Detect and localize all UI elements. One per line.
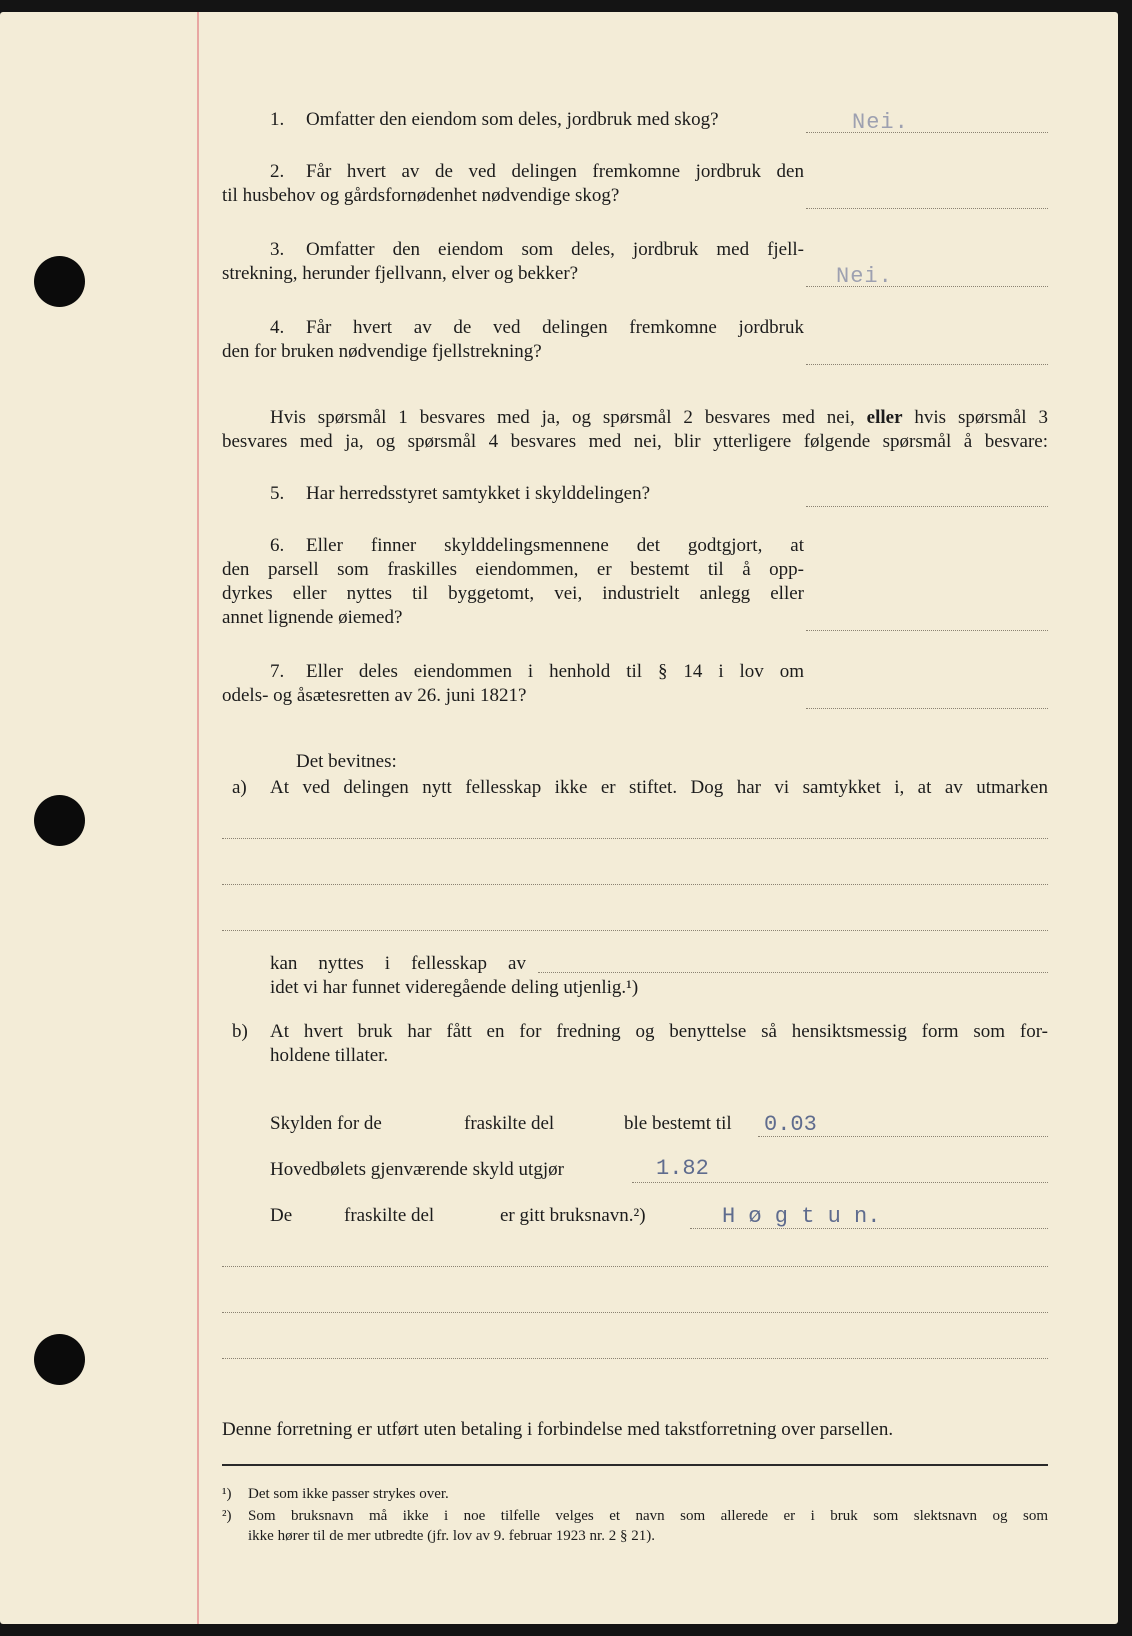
q1-number: 1. — [270, 109, 285, 130]
skyld-row1-value: 0.03 — [764, 1112, 817, 1137]
condition-line2: besvares med ja, og spørsmål 4 besvares med nei, blir ytterligere følgende spørsmål å besvare: — [222, 431, 1048, 452]
blank-line — [222, 1266, 1048, 1267]
q3-line1: Omfatter den eiendom som deles, jordbruk med fjell- — [306, 239, 804, 260]
q3-line2: strekning, herunder fjellvann, elver og bekker? — [222, 263, 579, 284]
footnote-2-line1: Som bruksnavn må ikke i noe tilfelle velges et navn som allerede er i bruk som slektsnavn og som — [248, 1508, 1048, 1524]
skyld-row1-b: fraskilte del — [464, 1113, 555, 1134]
punch-hole — [34, 256, 85, 307]
q1-answer-line — [806, 132, 1048, 133]
margin-line — [197, 12, 199, 1624]
q7-answer-line — [806, 708, 1048, 709]
skyld-row2-value: 1.82 — [656, 1156, 709, 1181]
closing-statement: Denne forretning er utført uten betaling i forbindelse med takstforretning over parsellen. — [222, 1419, 894, 1440]
condition-bold: eller — [866, 407, 903, 428]
attest-b-line1: At hvert bruk har fått en for fredning og benyttelse så hensiktsmessig form som for- — [270, 1021, 1048, 1042]
skyld-row2-a: Hovedbølets gjenværende skyld utgjør — [270, 1159, 564, 1180]
attest-heading: Det bevitnes: — [296, 751, 397, 772]
footnote-1: Det som ikke passer strykes over. — [248, 1486, 449, 1502]
q6-line4: annet lignende øiemed? — [222, 607, 403, 628]
blank-line — [222, 838, 1048, 839]
q6-line2: den parsell som fraskilles eiendommen, er bestemt til å opp- — [222, 559, 804, 580]
footnote-1-mark: ¹) — [222, 1486, 232, 1502]
fellesskap-line — [538, 972, 1048, 973]
q2-answer-line — [806, 208, 1048, 209]
footnote-2-line2: ikke hører til de mer utbredte (jfr. lov av 9. februar 1923 nr. 2 § 21). — [248, 1528, 655, 1544]
skyld-row1-a: Skylden for de — [270, 1113, 382, 1134]
attest-a-line2: kan nyttes i fellesskap av — [270, 953, 526, 974]
skyld-row3-b: fraskilte del — [344, 1205, 435, 1226]
blank-line — [222, 884, 1048, 885]
q6-answer-line — [806, 630, 1048, 631]
q1-answer: Nei. — [852, 110, 909, 135]
condition-text-b: hvis spørsmål 3 — [914, 407, 1048, 428]
q3-number: 3. — [270, 239, 285, 260]
footnote-rule — [222, 1464, 1048, 1466]
q2-line1: Får hvert av de ved delingen fremkomne jordbruk den — [306, 161, 804, 182]
q5-answer-line — [806, 506, 1048, 507]
skyld-row2-line — [632, 1182, 1048, 1183]
attest-b-label: b) — [232, 1021, 248, 1042]
punch-hole — [34, 795, 85, 846]
skyld-row3-value: H ø g t u n. — [722, 1204, 881, 1229]
q6-number: 6. — [270, 535, 285, 556]
attest-b-line2: holdene tillater. — [270, 1045, 389, 1066]
document-page — [0, 12, 1118, 1624]
punch-hole — [34, 1334, 85, 1385]
footnote-2-mark: ²) — [222, 1508, 232, 1524]
blank-line — [222, 930, 1048, 931]
q7-line2: odels- og åsætesretten av 26. juni 1821? — [222, 685, 527, 706]
q7-number: 7. — [270, 661, 285, 682]
q3-answer: Nei. — [836, 264, 893, 289]
condition-line1 — [270, 406, 1048, 430]
q4-line2: den for bruken nødvendige fjellstrekning? — [222, 341, 542, 362]
attest-a-label: a) — [232, 777, 247, 798]
q6-line1: Eller finner skylddelingsmennene det godtgjort, at — [306, 535, 804, 556]
q1-text: Omfatter den eiendom som deles, jordbruk med skog? — [306, 109, 719, 130]
skyld-row3-a: De — [270, 1205, 293, 1226]
q6-line3: dyrkes eller nyttes til byggetomt, vei, industrielt anlegg eller — [222, 583, 804, 604]
attest-a-line3: idet vi har funnet videregående deling utjenlig.¹) — [270, 977, 639, 998]
skyld-row1-c: ble bestemt til — [624, 1113, 732, 1134]
q7-line1: Eller deles eiendommen i henhold til § 14 i lov om — [306, 661, 804, 682]
skyld-row3-c: er gitt bruksnavn.²) — [500, 1205, 646, 1226]
q4-line1: Får hvert av de ved delingen fremkomne jordbruk — [306, 317, 804, 338]
blank-line — [222, 1312, 1048, 1313]
condition-text-a: Hvis spørsmål 1 besvares med ja, og spørsmål 2 besvares med nei, — [270, 407, 855, 428]
q4-number: 4. — [270, 317, 285, 338]
blank-line — [222, 1358, 1048, 1359]
q4-answer-line — [806, 364, 1048, 365]
q5-number: 5. — [270, 483, 285, 504]
q2-number: 2. — [270, 161, 285, 182]
q5-text: Har herredsstyret samtykket i skylddelingen? — [306, 483, 651, 504]
attest-a-text: At ved delingen nytt fellesskap ikke er stiftet. Dog har vi samtykket i, at av utmarken — [270, 777, 1048, 798]
q2-line2: til husbehov og gårdsfornødenhet nødvendige skog? — [222, 185, 620, 206]
